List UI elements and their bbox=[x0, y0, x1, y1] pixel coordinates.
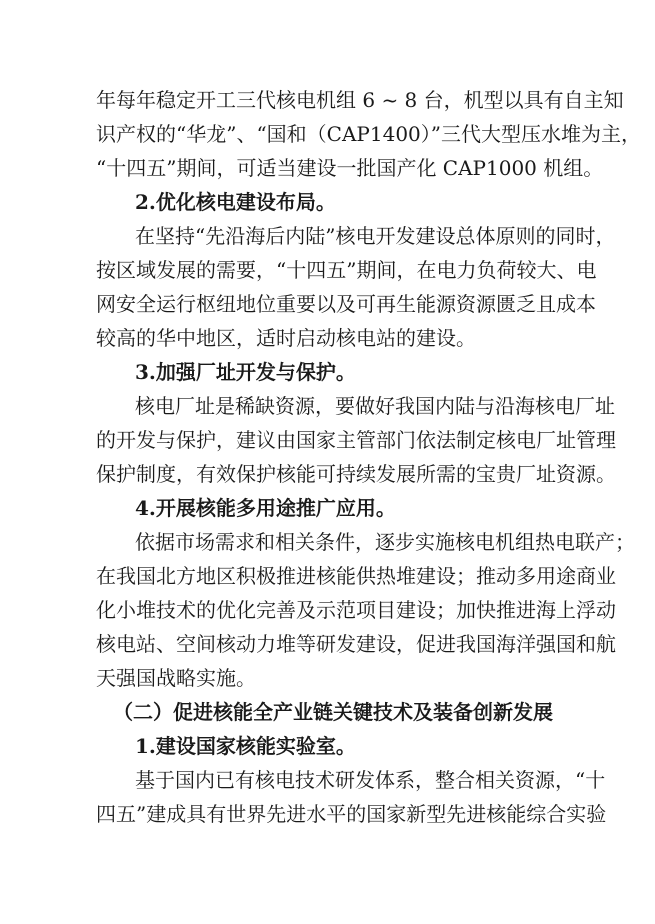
section-heading-3: 3.加强厂址开发与保护。 bbox=[135, 360, 356, 384]
paragraph-line: 化小堆技术的优化完善及示范项目建设；加快推进海上浮动 bbox=[96, 598, 616, 622]
section-heading-4: 4.开展核能多用途推广应用。 bbox=[135, 496, 396, 520]
paragraph-line: 依据市场需求和相关条件，逐步实施核电机组热电联产； bbox=[135, 530, 635, 554]
paragraph-line: 核电站、空间核动力堆等研发建设，促进我国海洋强国和航 bbox=[96, 632, 616, 656]
paragraph-line: 较高的华中地区，适时启动核电站的建设。 bbox=[96, 326, 476, 350]
paragraph-line: 在我国北方地区积极推进核能供热堆建设；推动多用途商业 bbox=[96, 564, 616, 588]
section-heading-2: 2.优化核电建设布局。 bbox=[135, 190, 336, 214]
chapter-subheading: （二）促进核能全产业链关键技术及装备创新发展 bbox=[113, 700, 553, 724]
paragraph-line: 保护制度，有效保护核能可持续发展所需的宝贵厂址资源。 bbox=[96, 462, 616, 486]
paragraph-line: 年每年稳定开工三代核电机组 6 ~ 8 台，机型以具有自主知 bbox=[96, 88, 624, 112]
paragraph-line: 基于国内已有核电技术研发体系，整合相关资源，“十 bbox=[135, 768, 606, 792]
paragraph-line: 天强国战略实施。 bbox=[96, 666, 256, 690]
paragraph-line: 识产权的“华龙”、“国和（CAP1400）”三代大型压水堆为主， bbox=[96, 122, 641, 146]
paragraph-line: 核电厂址是稀缺资源，要做好我国内陆与沿海核电厂址 bbox=[135, 394, 615, 418]
paragraph-line: 在坚持“先沿海后内陆”核电开发建设总体原则的同时， bbox=[135, 224, 616, 248]
paragraph-line: 按区域发展的需要，“十四五”期间，在电力负荷较大、电 bbox=[96, 258, 597, 282]
section-heading-1: 1.建设国家核能实验室。 bbox=[135, 734, 356, 758]
paragraph-line: “十四五”期间，可适当建设一批国产化 CAP1000 机组。 bbox=[96, 156, 604, 180]
paragraph-line: 的开发与保护，建议由国家主管部门依法制定核电厂址管理 bbox=[96, 428, 616, 452]
paragraph-line: 网安全运行枢纽地位重要以及可再生能源资源匮乏且成本 bbox=[96, 292, 596, 316]
paragraph-line: 四五”建成具有世界先进水平的国家新型先进核能综合实验 bbox=[96, 802, 607, 826]
